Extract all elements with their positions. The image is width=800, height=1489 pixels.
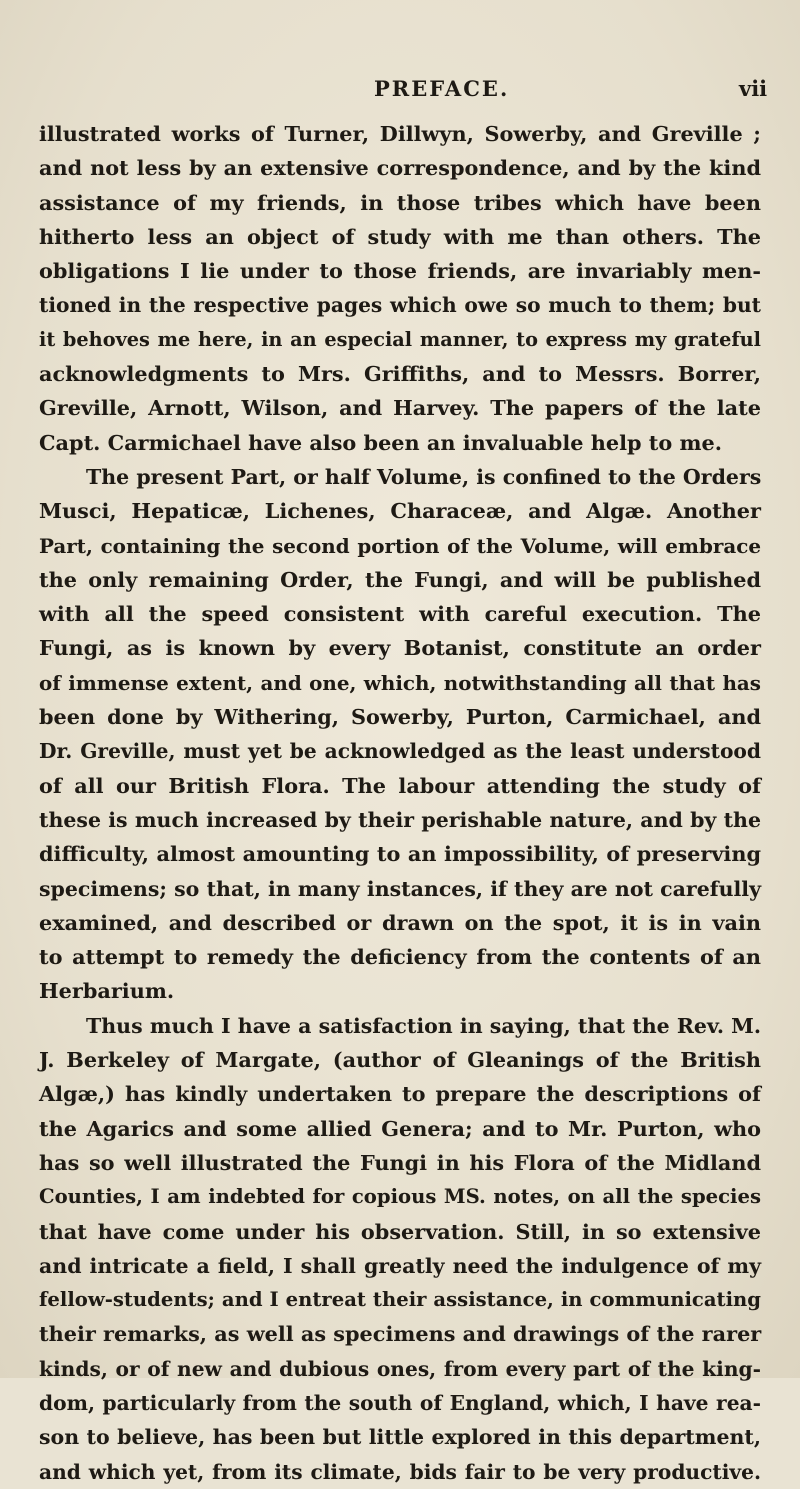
- text-line: J. Berkeley of Margate, (author of Gleanings of the British: [39, 1047, 761, 1073]
- text-line: of all our British Flora. The labour attending the study of: [39, 772, 761, 798]
- text-line: Counties, I am indebted for copious MS. notes, on all the species: [39, 1185, 761, 1209]
- text-line: to attempt to remedy the deficiency from the contents of an: [39, 944, 761, 970]
- text-line: The present Part, or half Volume, is confined to the Orders: [86, 464, 762, 489]
- text-line: Algæ,) has kindly undertaken to prepare the descriptions of: [39, 1081, 761, 1107]
- running-head: [0, 76, 800, 106]
- text-line: assistance of my friends, in those tribes which have been: [39, 189, 761, 215]
- text-line: Capt. Carmichael have also been an invaluable help to me.: [39, 429, 722, 455]
- text-line: acknowledgments to Mrs. Griffiths, and to Messrs. Borrer,: [39, 361, 761, 387]
- text-line: hitherto less an object of study with me than others. The: [39, 223, 761, 249]
- text-line: Thus much I have a satisfaction in saying, that the Rev. M.: [86, 1013, 761, 1038]
- text-line: fellow-students; and I entreat their assistance, in communicating: [39, 1288, 761, 1312]
- text-line: dom, particularly from the south of England, which, I have rea-: [39, 1390, 761, 1415]
- text-line: son to believe, has been but little explored in this department,: [39, 1425, 761, 1450]
- text-line: these is much increased by their perishable nature, and by the: [39, 807, 761, 832]
- text-line: obligations I lie under to those friends, are invariably men-: [39, 258, 761, 284]
- text-line: and which yet, from its climate, bids fair to be very productive.: [39, 1459, 761, 1484]
- text-line: Musci, Hepaticæ, Lichenes, Characeæ, and Algæ. Another: [39, 498, 761, 524]
- text-line: the Agarics and some allied Genera; and to Mr. Purton, who: [39, 1115, 761, 1141]
- text-line: Part, containing the second portion of the Volume, will embrace: [39, 533, 761, 558]
- text-line: Dr. Greville, must yet be acknowledged as the least understood: [39, 739, 761, 764]
- text-line: been done by Withering, Sowerby, Purton, Carmichael, and: [39, 704, 761, 730]
- text-line: that have come under his observation. Still, in so extensive: [39, 1218, 761, 1244]
- running-title: PREFACE.: [374, 76, 510, 101]
- page-number: vii: [739, 76, 768, 101]
- text-line: and intricate a field, I shall greatly need the indulgence of my: [39, 1253, 761, 1278]
- text-line: with all the speed consistent with careful execution. The: [39, 601, 761, 627]
- text-line: of immense extent, and one, which, notwithstanding all that has: [39, 670, 761, 695]
- text-line: specimens; so that, in many instances, if they are not carefully: [39, 876, 761, 901]
- text-line: and not less by an extensive correspondence, and by the kind: [39, 155, 761, 181]
- text-line: Greville, Arnott, Wilson, and Harvey. The papers of the late: [39, 395, 761, 421]
- text-line: Herbarium.: [39, 978, 175, 1004]
- text-line: illustrated works of Turner, Dillwyn, Sowerby, and Greville ;: [39, 121, 761, 146]
- text-line: the only remaining Order, the Fungi, and will be published: [39, 566, 761, 592]
- text-line: their remarks, as well as specimens and drawings of the rarer: [39, 1321, 762, 1347]
- text-line: tioned in the respective pages which owe so much to them; but: [39, 293, 761, 318]
- preface-body-text: [39, 117, 761, 1489]
- text-line: it behoves me here, in an especial manner, to express my grateful: [39, 327, 761, 351]
- text-line: has so well illustrated the Fungi in his Flora of the Midland: [39, 1149, 761, 1175]
- text-line: kinds, or of new and dubious ones, from every part of the king-: [39, 1356, 761, 1381]
- text-line: examined, and described or drawn on the spot, it is in vain: [39, 909, 761, 935]
- text-line: Fungi, as is known by every Botanist, constitute an order: [39, 635, 761, 661]
- text-line: difficulty, almost amounting to an impossibility, of preserving: [39, 841, 761, 867]
